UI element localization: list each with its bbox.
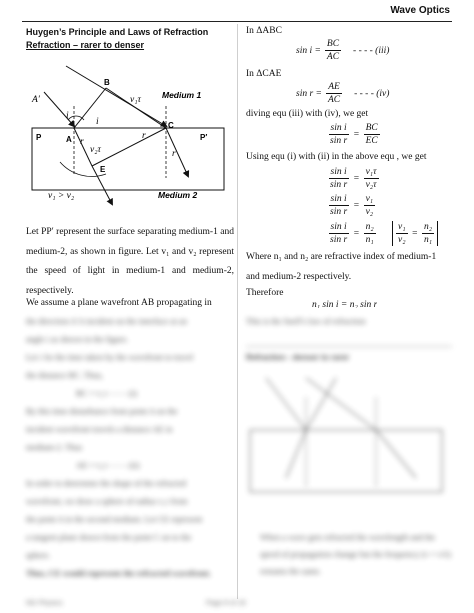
wavefront-ab xyxy=(74,88,106,128)
label-e: E xyxy=(100,165,106,174)
label-a: A xyxy=(66,135,72,144)
label-r-left: r xyxy=(80,137,84,147)
blurred-line: incident wavefront travels a distance AE in xyxy=(26,424,173,434)
paragraph-wavefront-start: We assume a plane wavefront AB propagating in xyxy=(26,298,212,308)
chapter-title: Wave Optics xyxy=(390,5,450,16)
equation-bracket-v-n: $\frac{\text{v₁}}{\text{v₂}}$ = $\frac{\text{n₂}}{\text{n₁}}$ xyxy=(392,221,438,246)
blurred-line: the direction A′A incident on the interface at an xyxy=(26,316,187,326)
blurred-line: a tangent plane drawn from the point C on to the xyxy=(26,532,192,542)
blurred-law-line: This is the Snell’s law of refraction xyxy=(246,316,366,326)
blurred-divider xyxy=(246,346,452,347)
label-a-prime: A′ xyxy=(32,95,40,105)
header-rule xyxy=(22,21,452,22)
column-divider xyxy=(237,24,238,599)
blurred-line: medium-2. Thus xyxy=(26,442,83,452)
footer-page: Page 8 of 18 xyxy=(206,600,246,607)
label-medium1: Medium 1 xyxy=(162,90,202,100)
incident-ray-a xyxy=(44,92,74,126)
label-r-right: r xyxy=(142,131,146,141)
label-in-abc: In ΔABC xyxy=(246,26,282,36)
equation-sin-i: sin i = $\frac{BC}{AC}$ - - - - (iii) xyxy=(296,39,390,62)
text-therefore: Therefore xyxy=(246,288,284,298)
arc-a xyxy=(68,116,84,120)
blurred-subheading: Refraction - denser to rarer xyxy=(246,352,350,362)
blurred-right-region xyxy=(246,312,452,602)
blurred-line: By this time disturbance from point A on the xyxy=(26,406,178,416)
blurred-line: In order to determine the shape of the refracted xyxy=(26,478,187,488)
equation-ratio-v-tau: $\frac{\text{sin i}}{\text{sin r}}$ = $\frac{\text{v₁τ}}{\text{v₂τ}}$ xyxy=(330,167,377,190)
label-v1t: v₁τ xyxy=(130,95,141,105)
blurred-line: BC = v₁τ - - - - (i) xyxy=(76,388,137,398)
label-v1-gt-v2: v₁ > v₂ xyxy=(48,191,75,201)
blurred-line: sphere. xyxy=(26,550,51,560)
blurred-line: wavefront, we draw a sphere of radius v₂τ from xyxy=(26,496,188,506)
label-p-prime: P′ xyxy=(200,133,208,142)
blurred-line: the point A in the second medium. Let CE represent xyxy=(26,514,203,524)
medium2-boundary xyxy=(32,128,224,190)
equation-sin-r: sin r = $\frac{AE}{AC}$ - - - - (iv) xyxy=(296,82,390,105)
section-subheading: Refraction – rarer to denser xyxy=(26,40,145,50)
equation-ratio-v: $\frac{\text{sin i}}{\text{sin r}}$ = $\frac{\text{v₁}}{\text{v₂}}$ xyxy=(330,194,374,217)
snell-equation-partial: n₁ sin i = n₂ sin r xyxy=(312,300,378,308)
label-i-right: i xyxy=(96,117,99,127)
paragraph-interface: Let PP′ represent the surface separating medium-1 and medium-2, as shown in figure. Let v₁ and v₂ represent the speed of light in medium-1 and medium-2, respectively. xyxy=(26,227,234,296)
wavefront-ce xyxy=(92,128,166,166)
refracted-ray-c xyxy=(166,128,188,176)
label-in-cae: In ΔCAE xyxy=(246,69,282,79)
blurred-line: the distance BC. Thus, xyxy=(26,370,104,380)
text-where: Where n₁ and n₂ are refractive index of medium-1 and medium-2 respectively. xyxy=(246,252,437,282)
segment-bc xyxy=(106,88,166,128)
equation-ratio-bc-ec: $\frac{\text{sin i}}{\text{sin r}}$ = $\frac{BC}{EC}$ xyxy=(330,123,378,146)
blurred-bullet: When a wave gets refracted the wavelength and the speed of propagation change but the frequency (v = v/λ) remains the same. xyxy=(260,531,451,576)
refraction-diagram xyxy=(26,58,232,208)
blurred-line: AE = v₂τ - - - - (ii) xyxy=(76,460,140,470)
label-c: C xyxy=(168,121,174,130)
equation-ratio-n: $\frac{\text{sin i}}{\text{sin r}}$ = $\frac{\text{n₂}}{\text{n₁}}$ xyxy=(330,222,374,245)
label-p: P xyxy=(36,133,42,142)
text-using: Using equ (i) with (ii) in the above equ , we get xyxy=(246,152,427,162)
blurred-line: Thus, CE would represent the refracted wavefront. xyxy=(26,568,211,578)
blurred-diagram xyxy=(246,368,446,518)
section-heading: Huygen’s Principle and Laws of Refraction xyxy=(26,27,209,37)
label-r-bottom: r xyxy=(172,149,176,159)
blurred-line: Let τ be the time taken by the wavefront to travel xyxy=(26,352,194,362)
blurred-left-text xyxy=(26,312,234,582)
label-i-top: i xyxy=(66,111,69,121)
footer-left: NG Physics xyxy=(26,600,63,607)
text-dividing: diving equ (iii) with (iv), we get xyxy=(246,109,369,119)
blurred-line: angle i as shown in the figure. xyxy=(26,334,129,344)
label-medium2: Medium 2 xyxy=(158,190,198,200)
label-b: B xyxy=(104,78,110,87)
label-v2t: v₂τ xyxy=(90,145,101,155)
